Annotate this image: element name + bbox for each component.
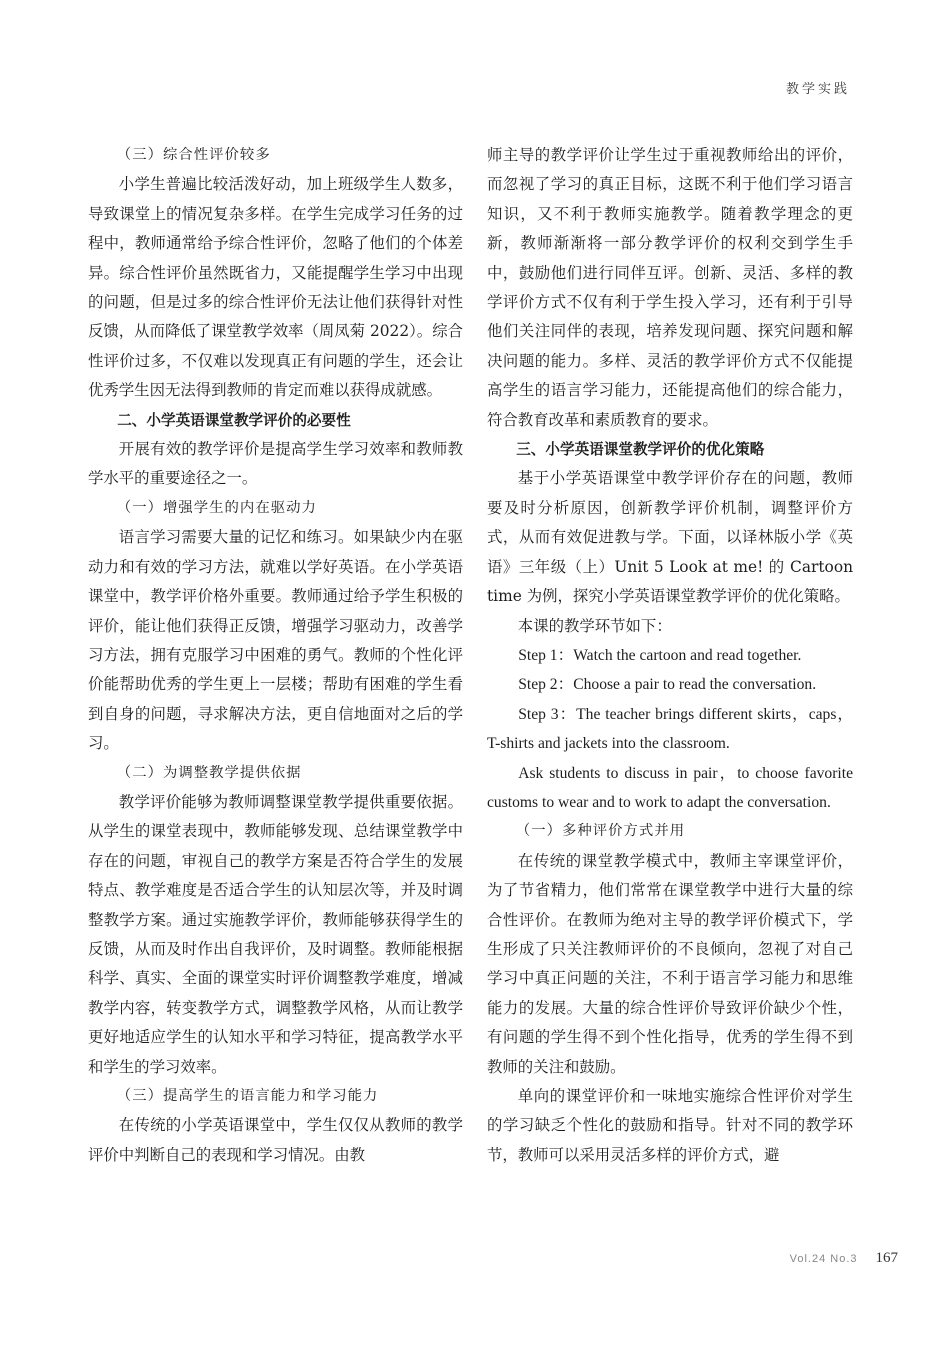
step-3-continued: Ask students to discuss in pair，to choose favorite customs to wear and to work to adapt the conversation. xyxy=(487,764,853,811)
paragraph: 教学评价能够为教师调整课堂教学提供重要依据。从学生的课堂表现中，教师能够发现、总结课堂教学中存在的问题，审视自己的教学方案是否符合学生的发展特点、教学难度是否适合学生的认知层次等，并及时调整教学方案。通过实施教学评价，教师能够获得学生的反馈，从而及时作出自我评价，及时调整。教师能根据科学、真实、全面的课堂实时评价调整教学难度，增减教学内容，转变教学方式，调整教学风格，从而让教学更好地适应学生的认知水平和学习特征，提高教学水平和学生的学习效率。 xyxy=(88,792,463,1076)
section-2-3-title: （三）提高学生的语言能力和学习能力 xyxy=(116,1088,379,1104)
section-3-1-title: （一）多种评价方式并用 xyxy=(515,823,686,840)
left-column xyxy=(88,141,463,1170)
paragraph: 小学生普遍比较活泼好动，加上班级学生人数多，导致课堂上的情况复杂多样。在学生完成学习任务的过程中，教师通常给予综合性评价，忽略了他们的个体差异。综合性评价虽然既省力，又能提醒学生学习中出现的问题，但是过多的综合性评价无法让他们获得针对性反馈，从而降低了课堂教学效率（周凤菊 2022）。综合性评价过多，不仅难以发现真正有问题的学生，还会让优秀学生因无法得到教师的肯定而难以获得成就感。 xyxy=(88,175,463,400)
step-1: Step 1：Watch the cartoon and read together. xyxy=(518,646,802,664)
section-2-2-title: （二）为调整教学提供依据 xyxy=(116,764,302,781)
step-2: Step 2：Choose a pair to read the conversation. xyxy=(518,676,817,694)
paragraph: 在传统的小学英语课堂中，学生仅仅从教师的教学评价中判断自己的表现和学习情况。由教 xyxy=(88,1116,463,1164)
right-column xyxy=(487,141,853,1170)
section-2-1-title: （一）增强学生的内在驱动力 xyxy=(116,499,317,516)
paragraph: 本课的教学环节如下： xyxy=(517,616,672,635)
page-number: 167 xyxy=(875,1250,898,1266)
page-footer xyxy=(790,1250,898,1267)
running-head: 教学实践 xyxy=(785,82,850,97)
section-1-3-title: （三）综合性评价较多 xyxy=(116,147,271,163)
paragraph: 单向的课堂评价和一味地实施综合性评价对学生的学习缺乏个性化的鼓励和指导。针对不同的教学环节，教师可以采用灵活多样的评价方式，避 xyxy=(487,1087,853,1164)
paragraph: 开展有效的教学评价是提高学生学习效率和教师教学水平的重要途径之一。 xyxy=(88,440,463,488)
step-3: Step 3：The teacher brings different skirts，caps，T-shirts and jackets into the classroom. xyxy=(487,705,853,753)
volume-issue: Vol.24 No.3 xyxy=(789,1253,858,1265)
section-2-heading: 二、小学英语课堂教学评价的必要性 xyxy=(117,411,351,429)
paragraph: 在传统的课堂教学模式中，教师主宰课堂评价，为了节省精力，他们常常在课堂教学中进行大量的综合性评价。在教师为绝对主导的教学评价模式下，学生形成了只关注教师评价的不良倾向，忽视了对自己学习中真正问题的关注，不利于语言学习能力和思维能力的发展。大量的综合性评价导致评价缺少个性，有问题的学生得不到个性化指导，优秀的学生得不到教师的关注和鼓励。 xyxy=(487,851,853,1076)
paragraph: 语言学习需要大量的记忆和练习。如果缺少内在驱动力和有效的学习方法，就难以学好英语。在小学英语课堂中，教学评价格外重要。教师通过给予学生积极的评价，能让他们获得正反馈，增强学习驱动力，改善学习方法，拥有克服学习中困难的勇气。教师的个性化评价能帮助优秀的学生更上一层楼；帮助有困难的学生看到自身的问题，寻求解决方法，更自信地面对之后的学习。 xyxy=(88,528,463,753)
paragraph: 师主导的教学评价让学生过于重视教师给出的评价，而忽视了学习的真正目标，这既不利于他们学习语言知识，又不利于教师实施教学。随着教学理念的更新，教师渐渐将一部分教学评价的权利交到学生手中，鼓励他们进行同伴互评。创新、灵活、多样的教学评价方式不仅有利于学生投入学习，还有利于引导他们关注同伴的表现，培养发现问题、探究问题和解决问题的能力。多样、灵活的教学评价方式不仅能提高学生的语言学习能力，还能提高他们的综合能力，符合教育改革和素质教育的要求。 xyxy=(487,146,853,429)
paragraph: 基于小学英语课堂中教学评价存在的问题，教师要及时分析原因，创新教学评价机制，调整评价方式，从而有效促进教与学。下面，以译林版小学《英语》三年级（上）Unit 5 Look at me! 的 Cartoon time 为例，探究小学英语课堂教学评价的优化策略。 xyxy=(487,469,853,606)
section-3-heading: 三、小学英语课堂教学评价的优化策略 xyxy=(516,441,765,459)
